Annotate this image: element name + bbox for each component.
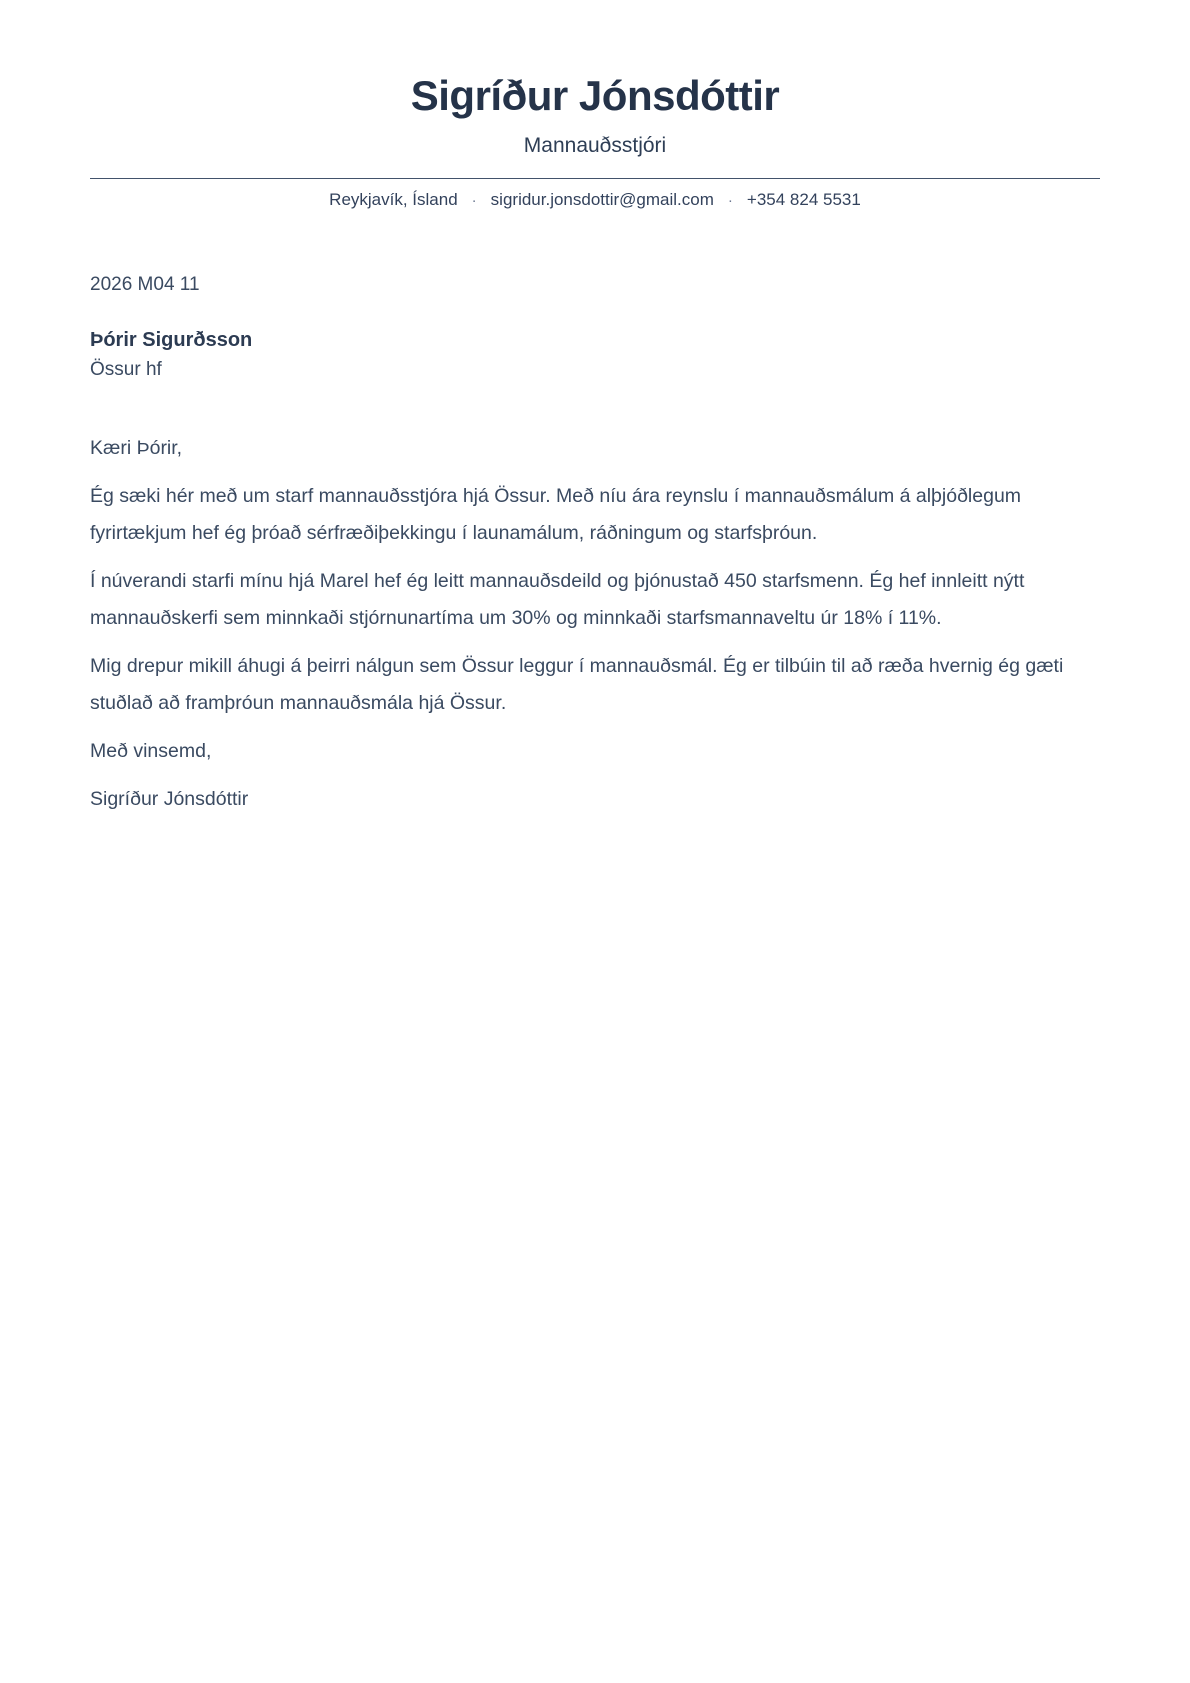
letter-paragraph: Mig drepur mikill áhugi á þeirri nálgun sem Össur leggur í mannauðsmál. Ég er tilbúin til að ræða hvernig ég gæti stuðlað að framþróun mannauðsmála hjá Össur. bbox=[90, 655, 1064, 714]
letter-signature: Sigríður Jónsdóttir bbox=[90, 788, 249, 810]
person-name: Sigríður Jónsdóttir bbox=[410, 72, 780, 119]
letter-header bbox=[90, 72, 1100, 210]
recipient-name: Þórir Sigurðsson bbox=[90, 329, 253, 351]
contact-phone: +354 824 5531 bbox=[746, 190, 861, 209]
letter-greeting: Kæri Þórir, bbox=[90, 437, 183, 459]
person-job-title: Mannauðsstjóri bbox=[523, 134, 667, 157]
contact-separator-dot: · bbox=[471, 191, 477, 209]
letter-paragraph: Ég sæki hér með um starf mannauðsstjóra hjá Össur. Með níu ára reynslu í mannauðsmálum á alþjóðlegum fyrirtækjum hef ég þróað sérfræðiþekkingu í launamálum, ráðningum og starfsþróun. bbox=[90, 485, 1022, 544]
contact-line bbox=[90, 190, 1100, 210]
recipient-block bbox=[90, 326, 1100, 384]
letter-paragraph: Í núverandi starfi mínu hjá Marel hef ég leitt mannauðsdeild og þjónustað 450 starfsmenn. Ég hef innleitt nýtt mannauðskerfi sem minnkaði stjórnunartíma um 30% og minnkaði starfsmannaveltu úr 18% í 11%. bbox=[90, 570, 1025, 629]
recipient-company: Össur hf bbox=[90, 359, 162, 380]
letter-date: 2026 M04 11 bbox=[90, 274, 200, 295]
letter-closing: Með vinsemd, bbox=[90, 740, 212, 762]
contact-email: sigridur.jonsdottir@gmail.com bbox=[490, 190, 714, 209]
contact-separator-dot: · bbox=[727, 191, 733, 209]
letter-body bbox=[90, 274, 1100, 818]
contact-location: Reykjavík, Ísland bbox=[329, 190, 458, 209]
letter-content bbox=[90, 430, 1100, 818]
header-divider bbox=[90, 178, 1100, 179]
